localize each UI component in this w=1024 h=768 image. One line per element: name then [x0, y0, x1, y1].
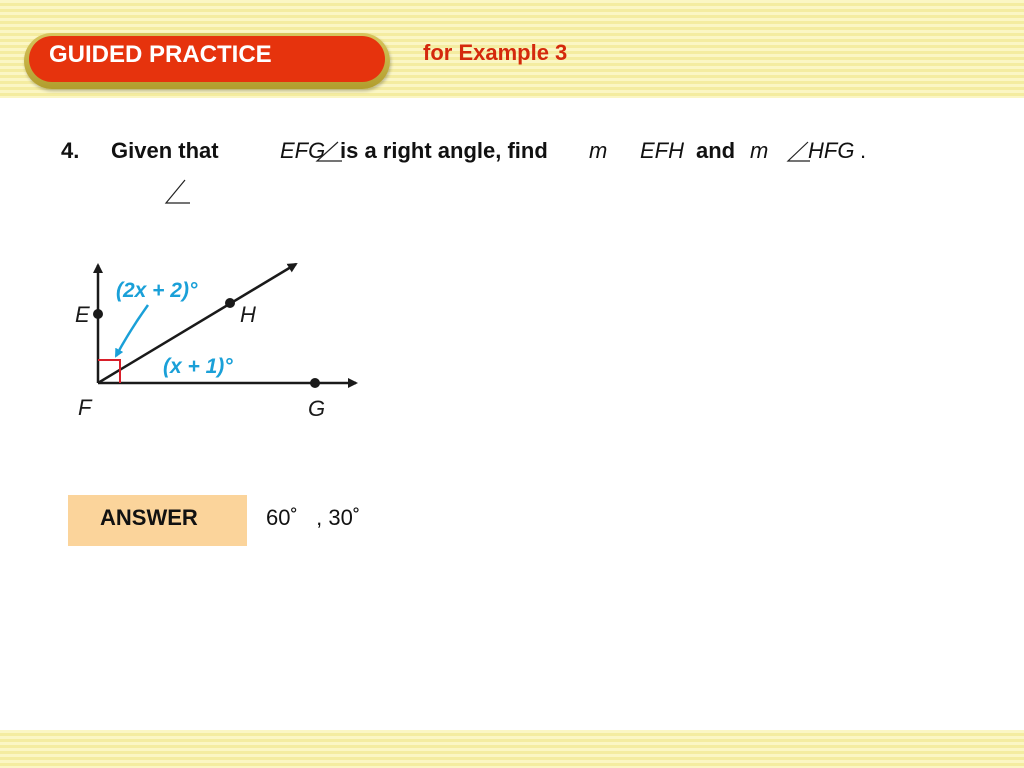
answer-label: ANSWER: [100, 505, 198, 530]
point-h-dot: [225, 298, 235, 308]
angle-efg-name: EFG: [280, 138, 326, 163]
question-period: .: [860, 138, 867, 163]
answer-value: 60˚ , 30˚: [266, 505, 361, 530]
angle-diagram: [70, 250, 370, 425]
angle-symbol-icon: [164, 178, 192, 206]
question-given-that: Given that: [111, 138, 219, 163]
label-h: H: [240, 302, 256, 327]
example-reference: for Example 3: [423, 40, 568, 65]
angle-symbol-icon: [786, 140, 812, 164]
label-f: F: [78, 395, 92, 420]
lower-angle-label: (x + 1)°: [163, 355, 233, 378]
angle-hfg-name: HFG: [808, 138, 855, 163]
section-title: GUIDED PRACTICE: [49, 41, 272, 68]
angle-symbol-icon: [314, 140, 344, 164]
question-number: 4.: [61, 138, 80, 163]
upper-angle-label: (2x + 2)°: [116, 279, 198, 302]
question-and: and: [696, 138, 736, 163]
question-phrase: is a right angle, find: [340, 138, 548, 163]
measure-m-2: m: [750, 138, 769, 163]
point-e-dot: [93, 309, 103, 319]
point-g-dot: [310, 378, 320, 388]
measure-m-1: m: [589, 138, 608, 163]
footer-band: [0, 730, 1024, 768]
pointer-arrow-icon: [116, 305, 148, 356]
label-g: G: [308, 396, 326, 421]
label-e: E: [75, 302, 90, 327]
angle-efh-name: EFH: [640, 138, 684, 163]
